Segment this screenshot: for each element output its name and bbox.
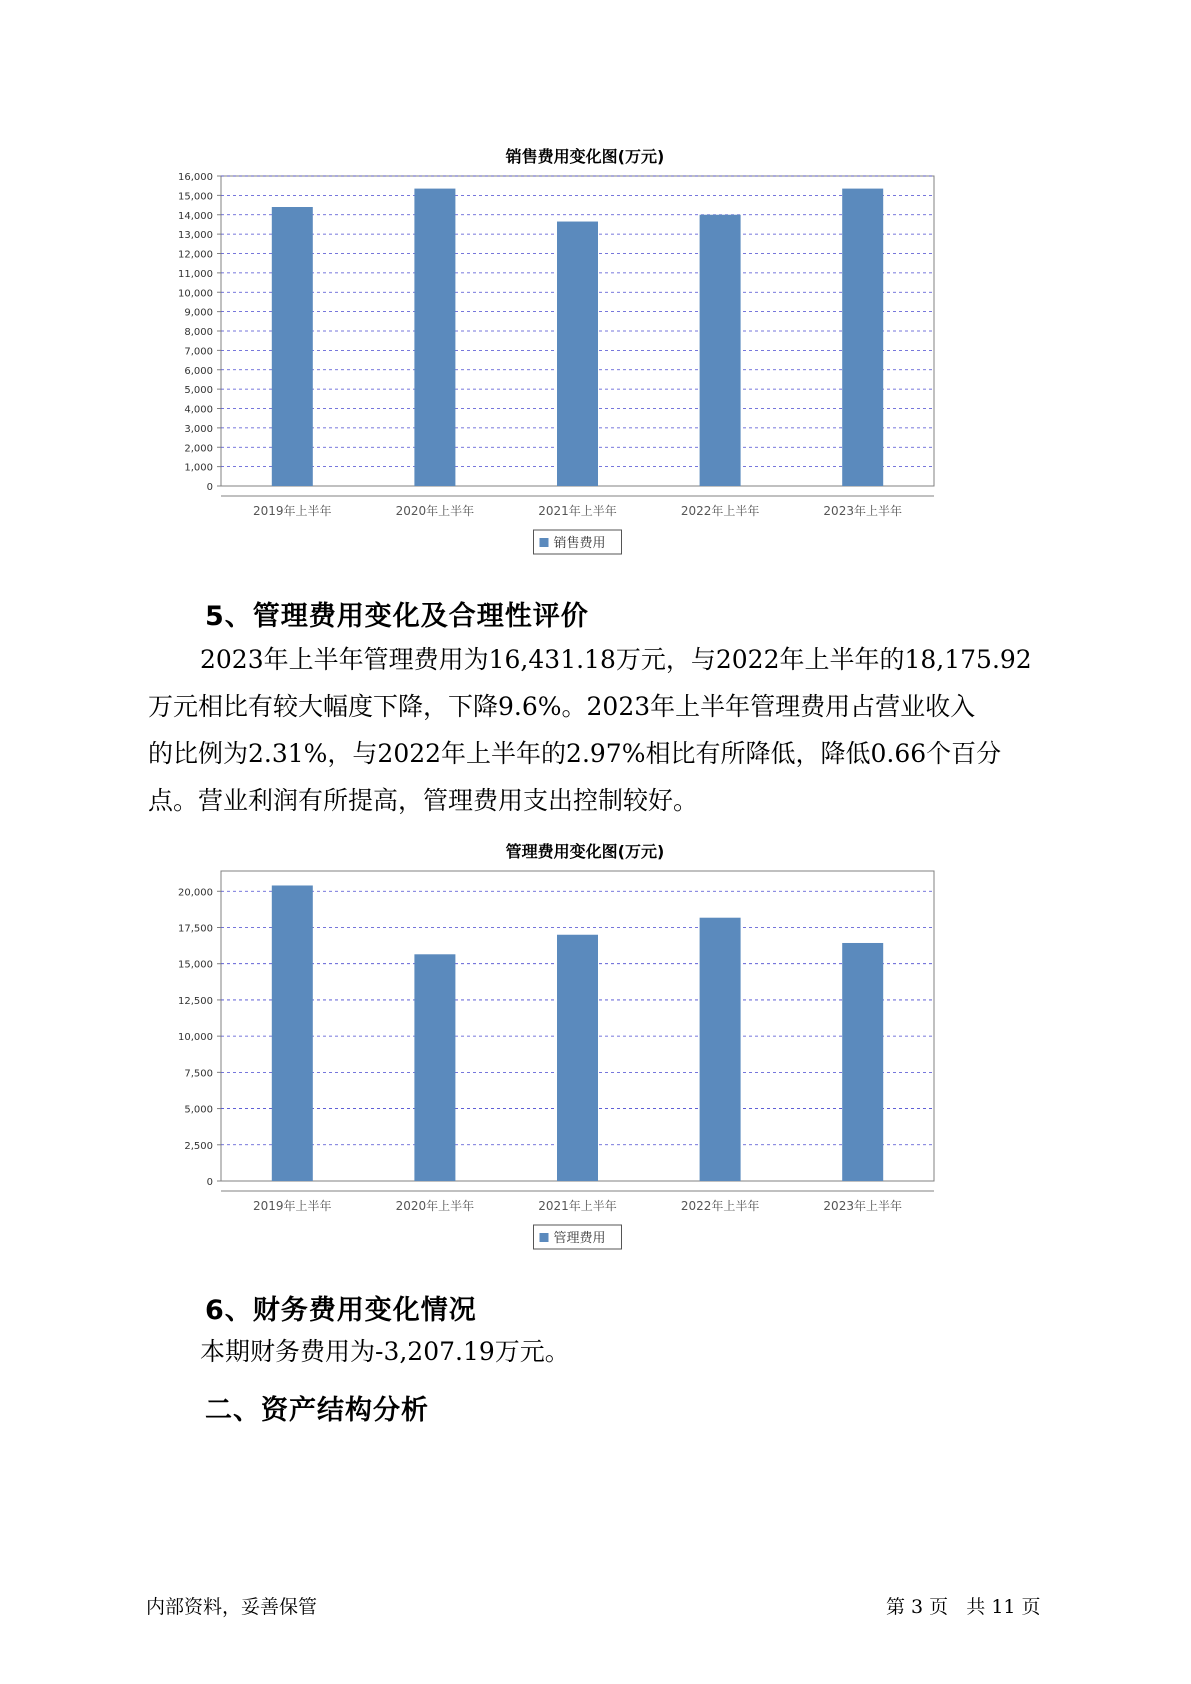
legend-label: 管理费用 xyxy=(553,1231,606,1246)
x-tick-label: 2019年上半年 xyxy=(253,1199,332,1213)
y-tick-label: 2,500 xyxy=(184,1140,213,1152)
paragraph-line: 万元相比有较大幅度下降，下降9.6%。2023年上半年管理费用占营业收入 xyxy=(148,692,976,721)
section-heading-asset-structure: 二、资产结构分析 xyxy=(205,1395,429,1426)
x-tick-label: 2022年上半年 xyxy=(680,504,760,518)
footer-confidential-note: 内部资料，妥善保管 xyxy=(146,1596,318,1618)
y-tick-label: 20,000 xyxy=(178,887,213,899)
y-tick-label: 6,000 xyxy=(184,365,213,377)
finance-expense-paragraph: 本期财务费用为-3,207.19万元。 xyxy=(200,1337,570,1366)
y-tick-label: 1,000 xyxy=(184,462,213,474)
y-tick-label: 4,000 xyxy=(184,404,213,416)
y-tick-label: 15,000 xyxy=(178,959,213,971)
y-tick-label: 0 xyxy=(206,482,213,493)
y-tick-label: 7,000 xyxy=(184,346,213,358)
bar xyxy=(842,189,883,486)
paragraph-line: 的比例为2.31%，与2022年上半年的2.97%相比有所降低，降低0.66个百分 xyxy=(148,739,1002,768)
y-tick-label: 14,000 xyxy=(178,210,213,222)
x-tick-label: 2020年上半年 xyxy=(395,1199,475,1213)
y-tick-label: 17,500 xyxy=(178,923,213,935)
y-tick-label: 9,000 xyxy=(184,307,213,319)
x-tick-label: 2019年上半年 xyxy=(253,504,332,518)
y-tick-label: 12,500 xyxy=(178,995,213,1007)
legend-swatch xyxy=(540,1233,549,1242)
y-tick-label: 16,000 xyxy=(178,172,213,183)
bar xyxy=(700,918,741,1181)
management-expense-chart xyxy=(150,835,1020,1245)
x-tick-label: 2021年上半年 xyxy=(538,504,617,518)
y-tick-label: 12,000 xyxy=(178,249,213,261)
bar xyxy=(700,215,741,486)
y-tick-label: 5,000 xyxy=(184,1104,213,1116)
y-tick-label: 3,000 xyxy=(184,423,213,435)
bar xyxy=(272,207,313,486)
chart-svg xyxy=(150,863,1020,1263)
bar xyxy=(414,954,455,1181)
section-heading-management-expense: 5、管理费用变化及合理性评价 xyxy=(205,601,589,632)
x-tick-label: 2021年上半年 xyxy=(538,1199,617,1213)
y-tick-label: 13,000 xyxy=(178,230,213,242)
footer-page-number: 第 3 页 共 11 页 xyxy=(886,1596,1041,1618)
section-heading-finance-expense: 6、财务费用变化情况 xyxy=(205,1295,477,1326)
y-tick-label: 10,000 xyxy=(178,1032,213,1044)
sales-expense-chart xyxy=(150,140,1020,550)
chart-svg xyxy=(150,168,1020,568)
y-tick-label: 7,500 xyxy=(184,1068,213,1080)
x-tick-label: 2023年上半年 xyxy=(823,1199,902,1213)
x-tick-label: 2022年上半年 xyxy=(680,1199,760,1213)
x-tick-label: 2023年上半年 xyxy=(823,504,902,518)
x-tick-label: 2020年上半年 xyxy=(395,504,475,518)
y-tick-label: 8,000 xyxy=(184,327,213,338)
y-tick-label: 11,000 xyxy=(178,268,213,280)
bar xyxy=(272,885,313,1181)
legend-label: 销售费用 xyxy=(553,536,606,551)
chart-title: 管理费用变化图(万元) xyxy=(505,842,665,861)
management-expense-paragraph xyxy=(148,636,1068,824)
y-tick-label: 2,000 xyxy=(184,443,213,455)
paragraph-line: 点。营业利润有所提高，管理费用支出控制较好。 xyxy=(148,786,699,815)
y-tick-label: 15,000 xyxy=(178,191,213,203)
y-tick-label: 0 xyxy=(206,1177,213,1188)
bar xyxy=(557,935,598,1181)
bar xyxy=(842,943,883,1181)
legend-swatch xyxy=(540,538,549,547)
y-tick-label: 10,000 xyxy=(178,288,213,300)
bar xyxy=(557,222,598,486)
bar xyxy=(414,189,455,486)
chart-title: 销售费用变化图(万元) xyxy=(505,147,665,166)
y-tick-label: 5,000 xyxy=(184,385,213,397)
paragraph-line: 2023年上半年管理费用为16,431.18万元，与2022年上半年的18,175.92 xyxy=(200,645,1032,674)
